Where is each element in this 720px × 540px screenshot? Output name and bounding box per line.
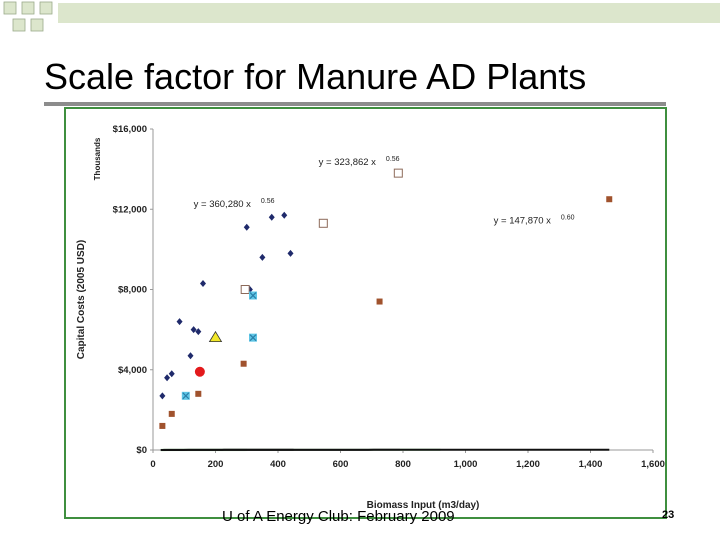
diamond-marker bbox=[244, 224, 250, 231]
trendline-exponent: 0.56 bbox=[385, 156, 400, 164]
footer-text: U of A Energy Club: February 2009 bbox=[222, 508, 455, 525]
trendline-exponent: 0.60 bbox=[560, 214, 575, 222]
square-marker bbox=[159, 423, 165, 429]
x-tick-label: 200 bbox=[207, 459, 224, 470]
circle-marker bbox=[195, 367, 205, 377]
x-tick-label: 1,600 bbox=[641, 459, 665, 470]
x-tick-label: 1,000 bbox=[453, 459, 478, 470]
x-tick-label: 800 bbox=[395, 459, 411, 470]
diamond-marker bbox=[164, 374, 170, 381]
y-tick-label: $12,000 bbox=[112, 204, 147, 216]
trendline-equation: y = 323,862 x bbox=[318, 157, 376, 169]
x-tick-label: 400 bbox=[270, 459, 286, 470]
diamond-marker bbox=[200, 280, 206, 287]
y-axis-title: Capital Costs (2005 USD) bbox=[76, 239, 87, 360]
open-square-marker bbox=[319, 219, 327, 227]
open-square-marker bbox=[241, 286, 249, 294]
x-tick-label: 1,400 bbox=[578, 459, 603, 470]
y-tick-label: $4,000 bbox=[117, 364, 147, 376]
diamond-marker bbox=[269, 214, 275, 221]
page-number: 23 bbox=[662, 509, 675, 521]
y-tick-label: $8,000 bbox=[117, 284, 147, 296]
square-marker bbox=[606, 196, 612, 202]
square-marker bbox=[241, 361, 247, 367]
open-square-marker bbox=[394, 169, 402, 177]
diamond-marker bbox=[159, 392, 165, 399]
x-tick-label: 1,200 bbox=[516, 459, 540, 470]
square-marker bbox=[169, 411, 175, 417]
y-axis-unit: Thousands bbox=[93, 137, 102, 181]
slide-title: Scale factor for Manure AD Plants bbox=[44, 56, 587, 97]
scatter-chart bbox=[66, 109, 665, 517]
diamond-marker bbox=[288, 250, 294, 257]
y-tick-label: $16,000 bbox=[112, 124, 147, 135]
triangle-marker bbox=[210, 332, 222, 342]
diamond-marker bbox=[177, 318, 183, 325]
chart-frame bbox=[64, 107, 667, 519]
y-tick-label: $0 bbox=[136, 445, 147, 456]
title-rule bbox=[44, 102, 666, 106]
x-tick-label: 0 bbox=[150, 459, 156, 470]
x-tick-label: 600 bbox=[332, 459, 349, 470]
diamond-marker bbox=[281, 212, 287, 219]
diamond-marker bbox=[188, 352, 194, 359]
trendline-equation: y = 147,870 x bbox=[493, 215, 551, 227]
square-marker bbox=[195, 391, 201, 397]
trendline-exponent: 0.56 bbox=[260, 198, 275, 206]
diamond-marker bbox=[169, 370, 175, 377]
x-axis-title: Biomass Input (m3/day) bbox=[366, 500, 480, 511]
diamond-marker bbox=[259, 254, 265, 261]
square-marker bbox=[377, 299, 383, 305]
decorative-squares bbox=[0, 0, 720, 40]
trendline-equation: y = 360,280 x bbox=[193, 199, 251, 211]
